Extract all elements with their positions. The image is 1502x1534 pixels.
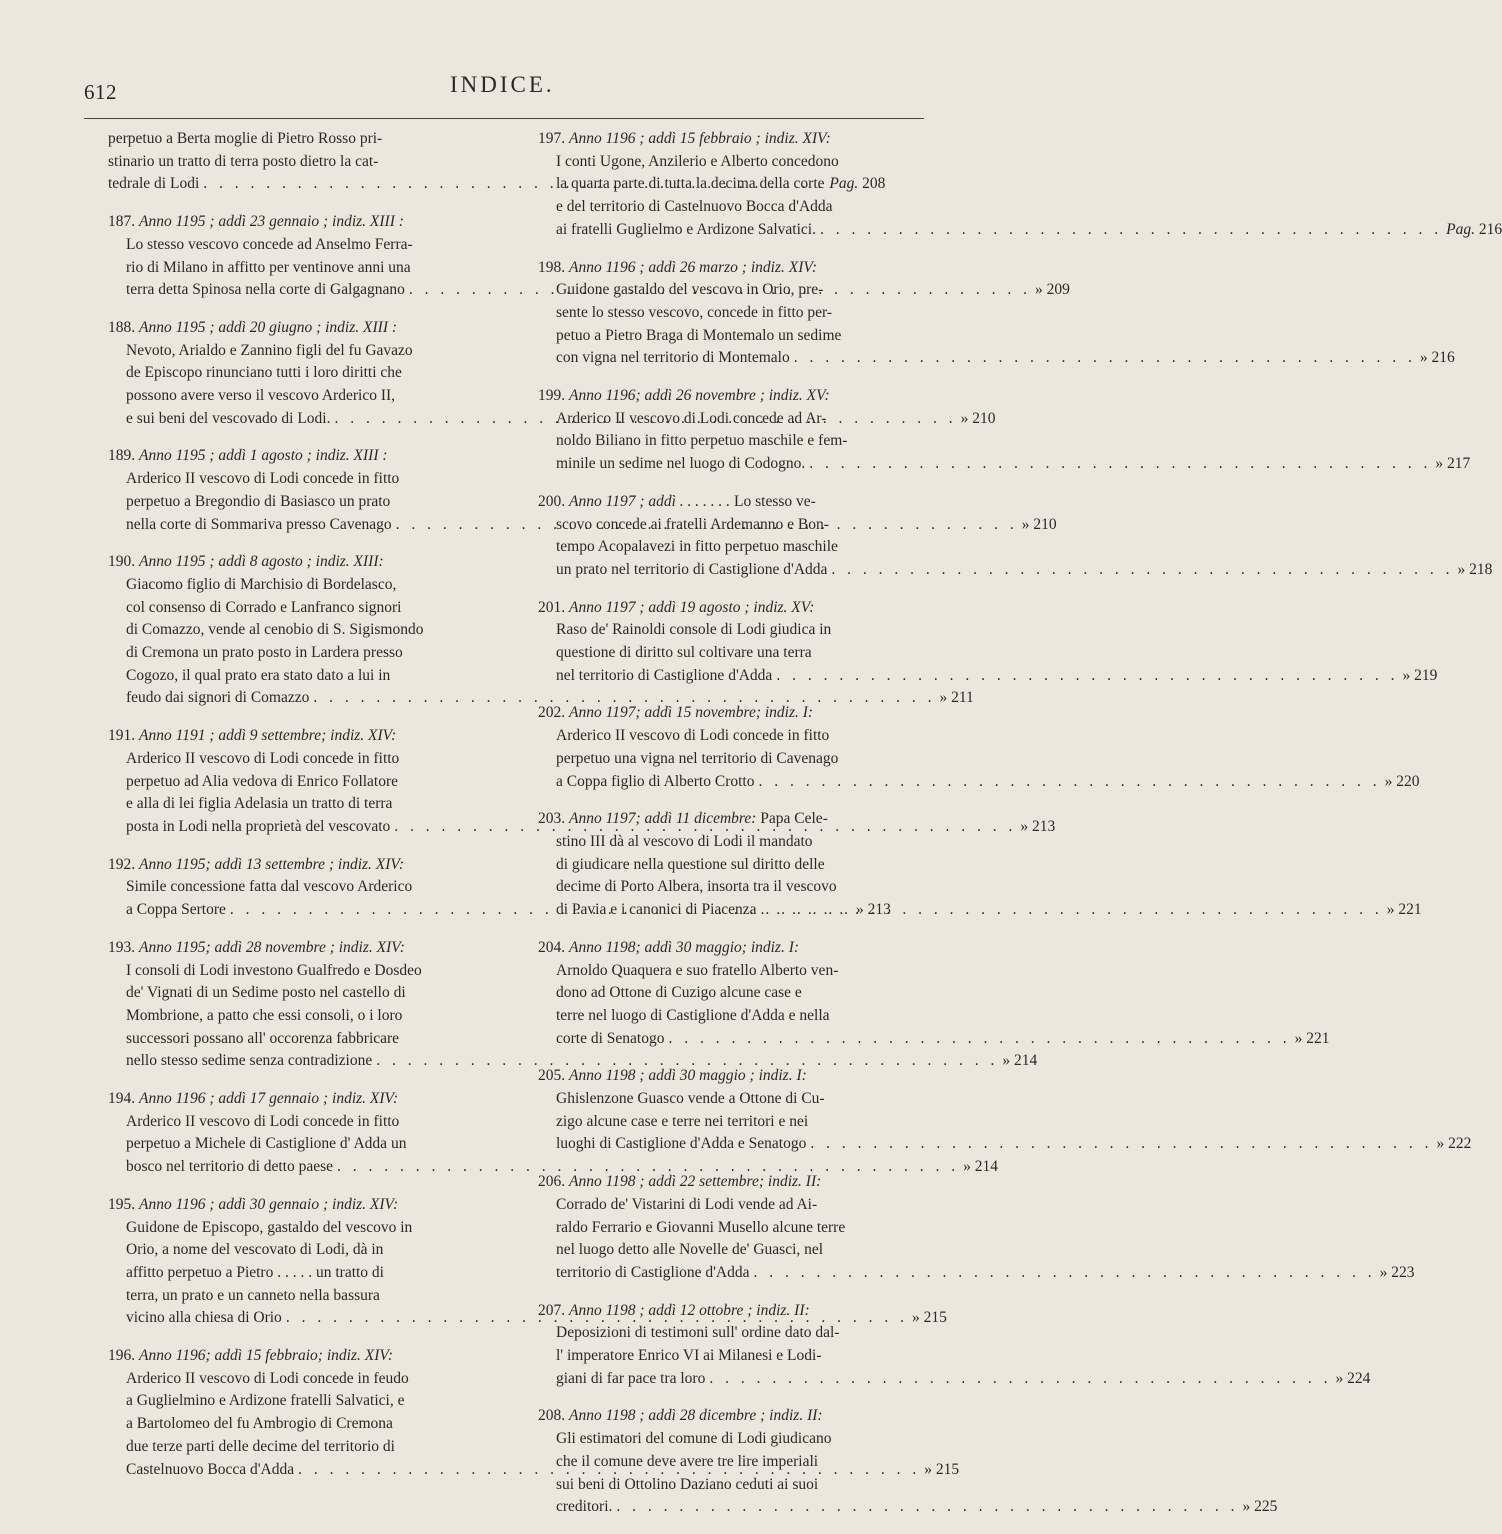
page-label: Pag. — [1446, 220, 1475, 238]
entry-line: perpetuo a Bregondio di Basiasco un prato — [126, 492, 391, 510]
entry-heading — [538, 1065, 920, 1088]
page-label: » — [1419, 349, 1428, 367]
entry-heading — [108, 211, 478, 234]
entry-line: Nevoto, Arialdo e Zannino figli del fu Gavazo — [126, 341, 413, 359]
entry-date: Anno 1195 ; addì 20 giugno ; indiz. XIII : — [139, 318, 398, 336]
entry-line: decime di Porto Albera, insorta tra il vescovo — [556, 878, 837, 896]
entry-line: terra, un prato e un canneto nella bassura — [126, 1286, 380, 1304]
entry-line: questione di diritto sul coltivare una terra — [556, 644, 812, 662]
entry-heading — [108, 725, 478, 748]
entry-number: 195. — [108, 1195, 139, 1213]
page-value: 215 — [931, 1460, 960, 1478]
entry-line: ai fratelli Guglielmo e Ardizone Salvatici. — [556, 220, 816, 238]
entry-line: Deposizioni di testimoni sull' ordine dato dal- — [556, 1324, 840, 1342]
page-label: » — [855, 901, 864, 919]
page-reference — [1420, 349, 1455, 366]
entry-line: Corrado de' Vistarini di Lodi vende ad Ai- — [556, 1195, 818, 1213]
dot-leader — [616, 1498, 1238, 1515]
entry-date: Anno 1195 ; addì 8 agosto ; indiz. XIII: — [139, 553, 384, 571]
index-entry — [538, 1171, 1415, 1285]
entry-line: de' Vignati di un Sedime posto nel castello di — [126, 984, 406, 1002]
entry-date: Anno 1196 ; addì 15 febbraio ; indiz. XIV: — [569, 130, 831, 147]
page-label: Pag. — [829, 175, 859, 193]
page-reference — [1022, 516, 1057, 533]
entry-line: Raso de' Rainoldi console di Lodi giudica in — [556, 621, 832, 639]
entry-date: Anno 1196 ; addì 30 gennaio ; indiz. XIV: — [139, 1195, 399, 1213]
entry-number: 202. — [538, 704, 569, 722]
entry-line: Arderico II vescovo di Lodi concede in fitto — [126, 1112, 400, 1130]
entry-line: tedrale di Lodi — [108, 175, 200, 193]
page-reference — [1243, 1498, 1278, 1515]
dot-leader — [810, 1135, 1432, 1152]
entry-last-line — [108, 1156, 999, 1179]
entry-line: stinario un tratto di terra posto dietro la cat- — [108, 152, 379, 170]
page-reference — [924, 1461, 959, 1478]
page-value: 213 — [863, 901, 891, 919]
entry-line: nello stesso sedime senza contradizione — [126, 1052, 373, 1070]
dot-leader — [831, 561, 1453, 578]
page-label: » — [1021, 515, 1030, 533]
entry-number: 189. — [108, 447, 139, 465]
entry-number: 206. — [538, 1173, 569, 1191]
page-reference — [1380, 1264, 1415, 1281]
dot-leader — [820, 221, 1442, 238]
page-label: » — [1335, 1369, 1344, 1387]
page-value: 210 — [968, 409, 996, 427]
dot-leader — [758, 773, 1380, 790]
entry-line: due terze parti delle decime del territorio di — [126, 1437, 395, 1455]
entry-date-tail: Lo stesso ve- — [730, 492, 816, 510]
entry-last-line — [538, 219, 1502, 242]
entry-date: Anno 1195 ; addì 1 agosto ; indiz. XIII : — [139, 447, 388, 465]
entry-number: 207. — [538, 1301, 569, 1319]
page-reference — [1402, 667, 1437, 684]
dot-leader — [754, 1264, 1376, 1281]
entry-last-line — [538, 453, 1471, 476]
page-label: » — [1020, 817, 1029, 835]
entry-heading — [108, 937, 478, 960]
entry-line: perpetuo a Berta moglie di Pietro Rosso pri- — [108, 130, 383, 147]
entry-last-line — [538, 559, 1493, 582]
page-label: » — [1002, 1052, 1011, 1070]
page-label: » — [960, 409, 969, 427]
entry-line: a Guglielmino e Ardizone fratelli Salvatici, e — [126, 1392, 405, 1410]
entry-line: a Bartolomeo del fu Ambrogio di Cremona — [126, 1415, 393, 1433]
entry-line: Orio, a nome del vescovato di Lodi, dà in — [126, 1241, 384, 1259]
entry-line: tempo Acopalavezi in fitto perpetuo maschile — [556, 538, 838, 556]
page-label: » — [939, 689, 948, 707]
page-label: » — [1379, 1263, 1388, 1281]
entry-line: possono avere verso il vescovo Arderico II, — [126, 387, 396, 405]
entry-last-line — [108, 1050, 1038, 1073]
entry-last-line — [538, 1496, 1278, 1519]
entry-line: feudo dai signori di Comazzo — [126, 689, 310, 707]
entry-line: nel territorio di Castiglione d'Adda — [556, 666, 773, 684]
entry-last-line — [538, 665, 1438, 688]
page-header — [0, 72, 1000, 112]
entry-number: 193. — [108, 938, 139, 956]
entry-line: luoghi di Castiglione d'Adda e Senatogo — [556, 1135, 807, 1153]
entry-date: Anno 1197 ; addì . . . . . . . — [569, 492, 731, 510]
page-label: » — [911, 1309, 920, 1327]
entry-line: Arderico II vescovo di Lodi concede ad Ar- — [556, 409, 827, 427]
entry-date: Anno 1196 ; addì 17 gennaio ; indiz. XIV: — [139, 1090, 399, 1108]
page-label: » — [1436, 1135, 1445, 1153]
page-reference — [1385, 773, 1420, 790]
entry-number: 201. — [538, 598, 569, 616]
index-entry — [538, 1065, 1472, 1156]
index-entry — [538, 597, 1438, 688]
entry-line: perpetuo ad Alia vedova di Enrico Follatore — [126, 772, 399, 790]
entry-date: Anno 1191 ; addì 9 settembre; indiz. XIV: — [139, 727, 397, 745]
entry-line: di Comazzo, vende al cenobio di S. Sigismondo — [126, 621, 424, 639]
page-label: » — [1457, 560, 1466, 578]
dot-leader — [794, 349, 1416, 366]
entry-line: terra detta Spinosa nella corte di Galgagnano — [126, 281, 405, 299]
entry-line: Arderico II vescovo di Lodi concede in fitto — [126, 470, 400, 488]
entry-line: Lo stesso vescovo concede ad Anselmo Ferra- — [126, 235, 413, 253]
entry-line: Cogozo, il qual prato era stato dato a lui in — [126, 666, 391, 684]
entry-number: 204. — [538, 938, 569, 956]
entry-number: 208. — [538, 1407, 569, 1425]
entry-last-line — [538, 347, 1455, 370]
entry-number: 190. — [108, 553, 139, 571]
entry-last-line — [538, 1133, 1472, 1156]
page-value: 211 — [947, 689, 974, 707]
entry-line: petuo a Pietro Braga di Montemalo un sedime — [556, 326, 842, 344]
page-reference — [961, 410, 996, 427]
entry-line: bosco nel territorio di detto paese — [126, 1158, 334, 1176]
entry-date: Anno 1196; addì 26 novembre ; indiz. XV: — [569, 387, 830, 405]
page-label: » — [1402, 666, 1411, 684]
entry-heading — [108, 317, 478, 340]
page-value: 214 — [970, 1158, 999, 1176]
entry-number: 203. — [538, 810, 569, 828]
entry-number: 197. — [538, 130, 569, 147]
page-value: 222 — [1444, 1135, 1472, 1153]
entry-line: col consenso di Corrado e Lanfranco signori — [126, 598, 402, 616]
entry-line: a Coppa figlio di Alberto Crotto — [556, 772, 755, 790]
dot-leader — [809, 455, 1431, 472]
page-value: 216 — [1474, 220, 1502, 238]
entry-line: Simile concessione fatta dal vescovo Arderico — [126, 878, 413, 896]
entry-line: di Cremona un prato posto in Lardera presso — [126, 644, 403, 662]
entry-line: zigo alcune case e terre nei territori e nei — [556, 1112, 809, 1130]
entry-number: 199. — [538, 387, 569, 405]
running-title: INDICE. — [450, 72, 555, 97]
entry-heading — [108, 445, 478, 468]
entry-date: Anno 1196; addì 15 febbraio; indiz. XIV: — [139, 1347, 393, 1365]
header-rule — [84, 118, 924, 119]
entry-last-line — [108, 687, 974, 710]
entry-line: minile un sedime nel luogo di Codogno. — [556, 455, 806, 473]
entry-line: posta in Lodi nella proprietà del vescovato — [126, 817, 391, 835]
entry-last-line — [538, 1262, 1415, 1285]
entry-line: Gli estimatori del comune di Lodi giudicano — [556, 1430, 832, 1448]
entry-last-line — [538, 899, 1422, 922]
entry-number: 187. — [108, 213, 139, 231]
entry-line: terre nel luogo di Castiglione d'Adda e nella — [556, 1006, 830, 1024]
entry-line: giani di far pace tra loro — [556, 1369, 706, 1387]
dot-leader — [761, 901, 1383, 918]
entry-date: Anno 1198 ; addì 28 dicembre ; indiz. II: — [569, 1407, 823, 1425]
entry-last-line — [538, 1368, 1371, 1391]
entry-line: sente lo stesso vescovo, concede in fitto per- — [556, 303, 833, 321]
entry-date: Anno 1198 ; addì 22 settembre; indiz. II: — [569, 1173, 822, 1191]
page-reference — [1436, 1135, 1471, 1152]
entry-line: e sui beni del vescovado di Lodi. — [126, 409, 331, 427]
index-entry — [538, 128, 1502, 242]
entry-line: sui beni di Ottolino Daziano ceduti ai suoi — [556, 1475, 819, 1493]
dot-leader — [709, 1370, 1331, 1387]
page-reference — [1295, 1030, 1330, 1047]
entry-line: affitto perpetuo a Pietro . . . . . un tratto di — [126, 1263, 384, 1281]
dot-leader — [776, 667, 1398, 684]
entry-date: Anno 1197; addì 11 dicembre: — [569, 810, 757, 828]
entry-heading — [538, 491, 920, 514]
page-value: 208 — [858, 175, 886, 193]
page-value: 213 — [1028, 817, 1056, 835]
entry-last-line — [538, 771, 1420, 794]
page-label: » — [1242, 1498, 1251, 1516]
page-reference — [1020, 818, 1055, 835]
page-label: » — [1035, 281, 1043, 299]
entry-date: Anno 1195; addì 28 novembre ; indiz. XIV: — [139, 938, 405, 956]
page-reference — [1446, 221, 1502, 238]
page-value: 216 — [1427, 349, 1455, 367]
entry-number: 198. — [538, 258, 569, 276]
entry-number: 196. — [108, 1347, 139, 1365]
entry-heading — [538, 808, 920, 831]
entry-line: stino III dà al vescovo di Lodi il mandato — [556, 832, 813, 850]
page-reference — [1387, 901, 1422, 918]
entry-line: nella corte di Sommariva presso Cavenago — [126, 515, 392, 533]
entry-heading — [538, 1171, 920, 1194]
entry-date: Anno 1195; addì 13 settembre ; indiz. XIV: — [139, 855, 405, 873]
page-value: 214 — [1010, 1052, 1038, 1070]
entry-heading — [108, 854, 478, 877]
entry-heading — [538, 597, 920, 620]
entry-line: perpetuo una vigna nel territorio di Cavenago — [556, 749, 839, 767]
entry-heading — [538, 257, 920, 280]
page-value: 218 — [1465, 560, 1493, 578]
page-value: 221 — [1302, 1029, 1330, 1047]
page-number: 612 — [84, 80, 117, 104]
page-reference — [1035, 281, 1070, 298]
page-label: » — [1294, 1029, 1303, 1047]
page-value: 219 — [1410, 666, 1438, 684]
entry-date: Anno 1196 ; addì 26 marzo ; indiz. XIV: — [569, 258, 817, 276]
entry-line: l' imperatore Enrico VI ai Milanesi e Lodi- — [556, 1347, 822, 1365]
page-label: » — [963, 1158, 971, 1176]
entry-date: Anno 1198 ; addì 12 ottobre ; indiz. II: — [569, 1301, 810, 1319]
page-value: 217 — [1443, 455, 1471, 473]
entry-line: nel luogo detto alle Novelle de' Guasci, nel — [556, 1241, 824, 1259]
entry-line: Arderico II vescovo di Lodi concede in fitto — [556, 727, 830, 745]
entry-heading — [538, 128, 920, 151]
page-reference — [1002, 1052, 1037, 1069]
entry-heading — [108, 1345, 478, 1368]
entry-line: I consoli di Lodi investono Gualfredo e Dosdeo — [126, 961, 422, 979]
entry-line: di Pavia e i canonici di Piacenza — [556, 901, 757, 919]
page-reference — [1335, 1370, 1370, 1387]
entry-line: Castelnuovo Bocca d'Adda — [126, 1460, 295, 1478]
entry-line: noldo Biliano in fitto perpetuo maschile e fem- — [556, 432, 848, 450]
entry-heading — [108, 551, 478, 574]
entry-number: 192. — [108, 855, 139, 873]
entry-line: di giudicare nella questione sul diritto delle — [556, 855, 825, 873]
entry-line: Ghislenzone Guasco vende a Ottone di Cu- — [556, 1090, 825, 1108]
entry-line: rio di Milano in affitto per ventinove anni una — [126, 258, 411, 276]
entry-line: de Episcopo rinunciano tutti i loro diritti che — [126, 364, 402, 382]
entry-line: Arderico II vescovo di Lodi concede in fitto — [126, 749, 400, 767]
entry-line: Arderico II vescovo di Lodi concede in feudo — [126, 1369, 409, 1387]
entry-line: e alla di lei figlia Adelasia un tratto di terra — [126, 795, 393, 813]
entry-line: Giacomo figlio di Marchisio di Bordelasco, — [126, 575, 397, 593]
page-reference — [963, 1158, 998, 1175]
entry-line: successori possano all' occorenza fabbricare — [126, 1029, 400, 1047]
entry-line: dono ad Ottone di Cuzigo alcune case e — [556, 984, 802, 1002]
page-value: 223 — [1387, 1263, 1415, 1281]
entry-date-tail: Papa Cele- — [756, 810, 828, 828]
entry-line: Guidone de Episcopo, gastaldo del vescovo in — [126, 1218, 413, 1236]
page-reference — [940, 689, 974, 706]
entry-line: un prato nel territorio di Castiglione d'Adda — [556, 560, 828, 578]
page-value: 209 — [1042, 281, 1070, 299]
page-value: 215 — [919, 1309, 947, 1327]
entry-heading — [108, 1088, 478, 1111]
entry-line: vicino alla chiesa di Orio — [126, 1309, 282, 1327]
entry-date: Anno 1195 ; addì 23 gennaio ; indiz. XIII : — [139, 213, 404, 231]
entry-heading — [538, 1300, 920, 1323]
page-label: » — [1384, 772, 1393, 790]
entry-line: scovo concede ai fratelli Ardemanno e Bon- — [556, 515, 829, 533]
entry-date: Anno 1197 ; addì 19 agosto ; indiz. XV: — [569, 598, 815, 616]
index-entry — [538, 937, 1330, 1051]
entry-last-line — [538, 1028, 1330, 1051]
entry-line: creditori. — [556, 1498, 613, 1516]
dot-leader — [668, 1030, 1290, 1047]
entry-heading — [108, 1194, 478, 1217]
entry-date: Anno 1197; addì 15 novembre; indiz. I: — [569, 704, 814, 722]
entry-line: territorio di Castiglione d'Adda — [556, 1263, 750, 1281]
entry-line: e del territorio di Castelnuovo Bocca d'Adda — [556, 198, 833, 216]
page-value: 221 — [1394, 901, 1422, 919]
entry-heading — [538, 1405, 920, 1428]
index-entry — [538, 702, 1420, 793]
entry-line: che il comune deve avere tre lire imperiali — [556, 1452, 819, 1470]
page-value: 224 — [1343, 1369, 1371, 1387]
entry-line: a Coppa Sertore — [126, 901, 226, 919]
page-value: 220 — [1392, 772, 1420, 790]
entry-number: 188. — [108, 318, 139, 336]
entry-heading — [538, 385, 920, 408]
entry-line: con vigna nel territorio di Montemalo — [556, 349, 790, 367]
entry-number: 205. — [538, 1067, 569, 1085]
page-reference — [1435, 455, 1470, 472]
entry-line: corte di Senatogo — [556, 1029, 665, 1047]
entry-heading — [538, 702, 920, 725]
page-value: 210 — [1029, 515, 1057, 533]
entry-line: I conti Ugone, Anzilerio e Alberto concedono — [556, 152, 839, 170]
page-reference — [1458, 561, 1493, 578]
entry-number: 194. — [108, 1090, 139, 1108]
page-label: » — [924, 1460, 932, 1478]
entry-line: la quarta parte di tutta la decima della corte — [556, 175, 825, 193]
page-label: » — [1435, 455, 1444, 473]
entry-date: Anno 1198; addì 30 maggio; indiz. I: — [569, 938, 800, 956]
entry-number: 200. — [538, 492, 569, 510]
entry-line: Mombrione, a patto che essi consoli, o i loro — [126, 1006, 403, 1024]
entry-date: Anno 1198 ; addì 30 maggio ; indiz. I: — [569, 1067, 807, 1085]
page-value: 225 — [1250, 1498, 1278, 1516]
entry-number: 191. — [108, 727, 139, 745]
page-label: » — [1386, 901, 1395, 919]
entry-line: perpetuo a Michele di Castiglione d' Adda un — [126, 1135, 407, 1153]
entry-line: raldo Ferrario e Giovanni Musello alcune terre — [556, 1218, 846, 1236]
entry-line: Guidone gastaldo del vescovo in Orio, pre- — [556, 281, 824, 299]
entry-line: Arnoldo Quaquera e suo fratello Alberto ven- — [556, 961, 839, 979]
entry-heading — [538, 937, 920, 960]
